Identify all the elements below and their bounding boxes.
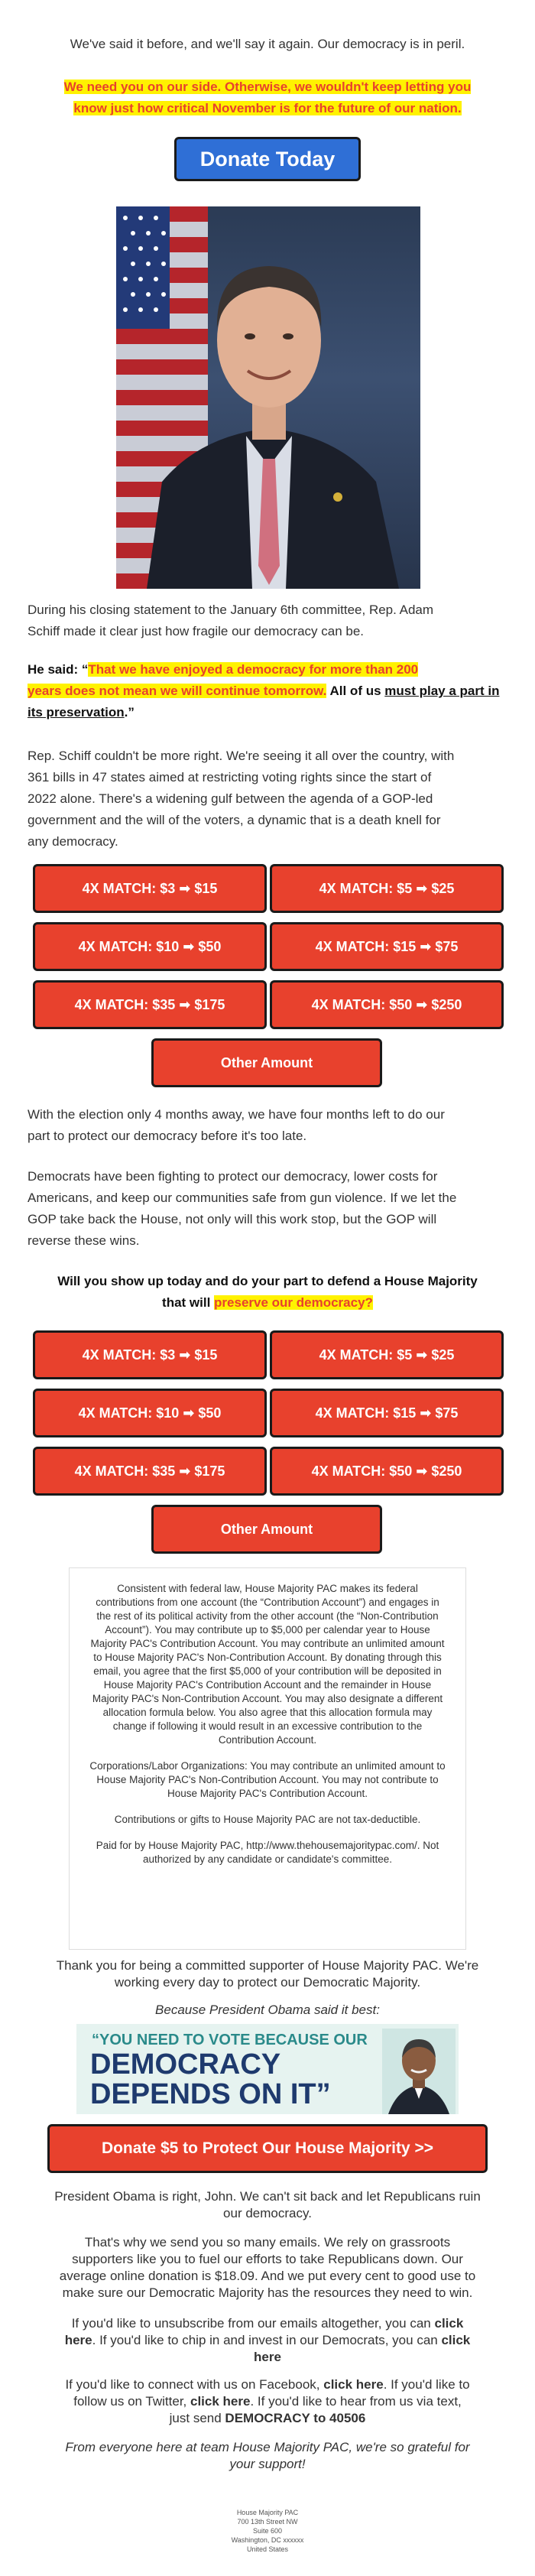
thanks-line-1: Thank you for being a committed supporter of House Majority PAC. We're (56, 1958, 479, 1973)
match-50-button[interactable]: 4X MATCH: $50 ➡ $250 (270, 980, 504, 1029)
twitter-mid: . If you'd like to hear from us via text, (250, 2394, 462, 2409)
thanks-text (0, 1957, 535, 1991)
quote-after: All of us (326, 684, 385, 698)
address-line: Suite 600 (252, 2527, 283, 2535)
quote-highlight-2: years does not mean we will continue tomorrow. (28, 684, 327, 698)
closing-para-1 (0, 2188, 535, 2222)
unsubscribe-link-part[interactable]: click (434, 2316, 464, 2331)
thanks-line-2: working every day to protect our Democratic Majority. (114, 1975, 421, 1990)
ask-line-2-pre: that will (162, 1295, 215, 1310)
para-closing-statement-line-1: During his closing statement to the January 6th committee, Rep. Adam (28, 603, 434, 617)
ask-heading (0, 1271, 535, 1314)
other-amount-button-2[interactable]: Other Amount (151, 1505, 382, 1554)
closing-p2-line-3: average online donation is $18.09. And we put every cent to good use to (59, 2269, 476, 2283)
obama-intro: Because President Obama said it best: (155, 2003, 380, 2017)
closing-p5-line-1: From everyone here at team House Majority PAC, we're so grateful for (65, 2440, 470, 2454)
para2-line-2: 361 bills in 47 states aimed at restricting voting rights since the start of (28, 770, 432, 784)
legal-disclaimer (69, 1567, 466, 1950)
quote-underline-2: its preservation (28, 705, 125, 720)
quote-underline-1: must play a part in (384, 684, 500, 698)
schiff-quote (28, 659, 509, 723)
intro-highlight-line-1: We need you on our side. Otherwise, we wouldn't keep letting you (63, 80, 472, 94)
para-closing-statement (28, 599, 509, 642)
match-5-button[interactable]: 4X MATCH: $5 ➡ $25 (270, 864, 504, 913)
quote-lead: He said: “ (28, 662, 89, 677)
para3-line-1: With the election only 4 months away, we have four months left to do our (28, 1107, 445, 1122)
other-amount-button[interactable]: Other Amount (151, 1038, 382, 1087)
match-15-button[interactable]: 4X MATCH: $15 ➡ $75 (270, 922, 504, 971)
match-5-button-2[interactable]: 4X MATCH: $5 ➡ $25 (270, 1330, 504, 1379)
closing-p2-line-1: That's why we send you so many emails. We rely on grassroots (84, 2235, 451, 2250)
quote-end: .” (124, 705, 135, 720)
donate-5-button[interactable]: Donate $5 to Protect Our House Majority >> (47, 2124, 488, 2173)
address-line: United States (246, 2545, 289, 2553)
closing-para-3 (0, 2315, 535, 2366)
para2-line-1: Rep. Schiff couldn't be more right. We're seeing it all over the country, with (28, 749, 455, 763)
para4-line-4: reverse these wins. (28, 1233, 140, 1248)
facebook-pre: If you'd like to connect with us on Facebook, (65, 2377, 324, 2392)
address-line: House Majority PAC (236, 2509, 299, 2516)
banner-line-3: DEPENDS ON IT” (90, 2078, 331, 2110)
intro-highlight-line-2: know just how critical November is for the future of our nation. (73, 101, 462, 115)
unsubscribe-link[interactable]: here (64, 2333, 92, 2347)
closing-p3-mid: . If you'd like to chip in and invest in our Democrats, you can (92, 2333, 442, 2347)
match-35-button-2[interactable]: 4X MATCH: $35 ➡ $175 (33, 1447, 267, 1496)
schiff-photo (116, 206, 420, 589)
para4-line-2: Americans, and keep our communities safe from gun violence. If we let the (28, 1191, 457, 1205)
obama-photo (382, 2029, 456, 2114)
para-election (28, 1104, 517, 1147)
para-democrats-fighting (28, 1166, 517, 1252)
legal-corporations-text: Corporations/Labor Organizations: You may contribute an unlimited amount to House Majority PAC's Non-Contribution Account. You may not contribute to House Majority PAC's Contribution Account. (89, 1760, 446, 1799)
intro-line: We've said it before, and we'll say it again. Our democracy is in peril. (70, 37, 465, 51)
para2-line-5: any democracy. (28, 834, 118, 849)
closing-para-5 (0, 2439, 535, 2473)
legal-tax-text: Contributions or gifts to House Majority PAC are not tax-deductible. (114, 1814, 421, 1825)
mailing-address (0, 2508, 535, 2554)
match-3-button[interactable]: 4X MATCH: $3 ➡ $15 (33, 864, 267, 913)
closing-para-2 (0, 2234, 535, 2302)
donate-today-button[interactable]: Donate Today (174, 137, 361, 181)
chip-in-link-part[interactable]: click (441, 2333, 471, 2347)
chip-in-link[interactable]: here (254, 2350, 281, 2364)
portrait-illustration (116, 206, 420, 589)
facebook-link[interactable]: click here (323, 2377, 384, 2392)
address-line: Washington, DC xxxxxx (231, 2536, 304, 2544)
closing-p2-line-4: make sure our Democratic Majority has the resources they need to win. (62, 2285, 473, 2300)
para4-line-1: Democrats have been fighting to protect our democracy, lower costs for (28, 1169, 438, 1184)
para-closing-statement-line-2: Schiff made it clear just how fragile our democracy can be. (28, 624, 365, 638)
para-schiff-right (28, 746, 517, 853)
match-3-button-2[interactable]: 4X MATCH: $3 ➡ $15 (33, 1330, 267, 1379)
match-10-button[interactable]: 4X MATCH: $10 ➡ $50 (33, 922, 267, 971)
intro-highlight (0, 76, 535, 119)
banner-line-2: DEMOCRACY (90, 2048, 281, 2081)
facebook-mid: . If you'd like to (383, 2377, 470, 2392)
closing-para-4 (0, 2376, 535, 2427)
ask-highlight: preserve our democracy? (214, 1295, 373, 1310)
closing-p2-line-2: supporters like you to fuel our efforts to take Republicans down. Our (72, 2252, 463, 2266)
para2-line-3: 2022 alone. There's a widening gulf between the agenda of a GOP-led (28, 791, 433, 806)
address-line: 700 13th Street NW (237, 2518, 298, 2526)
text-pre: just send (169, 2411, 225, 2425)
twitter-pre: follow us on Twitter, (73, 2394, 190, 2409)
banner-line-1: “YOU NEED TO VOTE BECAUSE OUR (92, 2032, 368, 2048)
para4-line-3: GOP take back the House, not only will this work stop, but the GOP will (28, 1212, 437, 1226)
legal-contribution-text: Consistent with federal law, House Majority PAC makes its federal contributions from one account (the “Contribution Account”) and engages in the rest of its political activity from the other account (the “Non-Contribution Account”). You may contribute up to $5,000 per calendar year to House Majority PAC's Contribution Account. You may contribute an unlimited amount to House Majority PAC's Non-Contribution Account. By donating through this email, you agree that the first $5,000 of your contribution will be deposited in House Majority PAC's Contribution Account and the remainder in House Majority PAC's Non-Contribution Account. You may also designate a different allocation formula below. You also agree that this allocation formula may change if following it would result in an excessive contribution to the Contribution Account. (90, 1583, 445, 1746)
closing-p1-line-1: President Obama is right, John. We can't sit back and let Republicans ruin (54, 2189, 481, 2204)
twitter-link[interactable]: click here (190, 2394, 251, 2409)
obama-quote-banner[interactable] (76, 2024, 459, 2114)
match-50-button-2[interactable]: 4X MATCH: $50 ➡ $250 (270, 1447, 504, 1496)
text-keyword: DEMOCRACY to 40506 (225, 2411, 366, 2425)
ask-line-1: Will you show up today and do your part to defend a House Majority (57, 1274, 478, 1288)
closing-p1-line-2: our democracy. (223, 2206, 312, 2220)
para2-line-4: government and the will of the voters, a dynamic that is a death knell for (28, 813, 441, 827)
closing-p3-text: If you'd like to unsubscribe from our emails altogether, you can (71, 2316, 435, 2331)
match-35-button[interactable]: 4X MATCH: $35 ➡ $175 (33, 980, 267, 1029)
legal-paid-for-text: Paid for by House Majority PAC, http://www.thehousemajoritypac.com/. Not authorized by any candidate or candidate's committee. (96, 1840, 439, 1865)
match-15-button-2[interactable]: 4X MATCH: $15 ➡ $75 (270, 1389, 504, 1437)
closing-p5-line-2: your support! (229, 2457, 306, 2471)
quote-highlight-1: That we have enjoyed a democracy for more than 200 (88, 662, 419, 677)
para3-line-2: part to protect our democracy before it's too late. (28, 1129, 307, 1143)
match-10-button-2[interactable]: 4X MATCH: $10 ➡ $50 (33, 1389, 267, 1437)
